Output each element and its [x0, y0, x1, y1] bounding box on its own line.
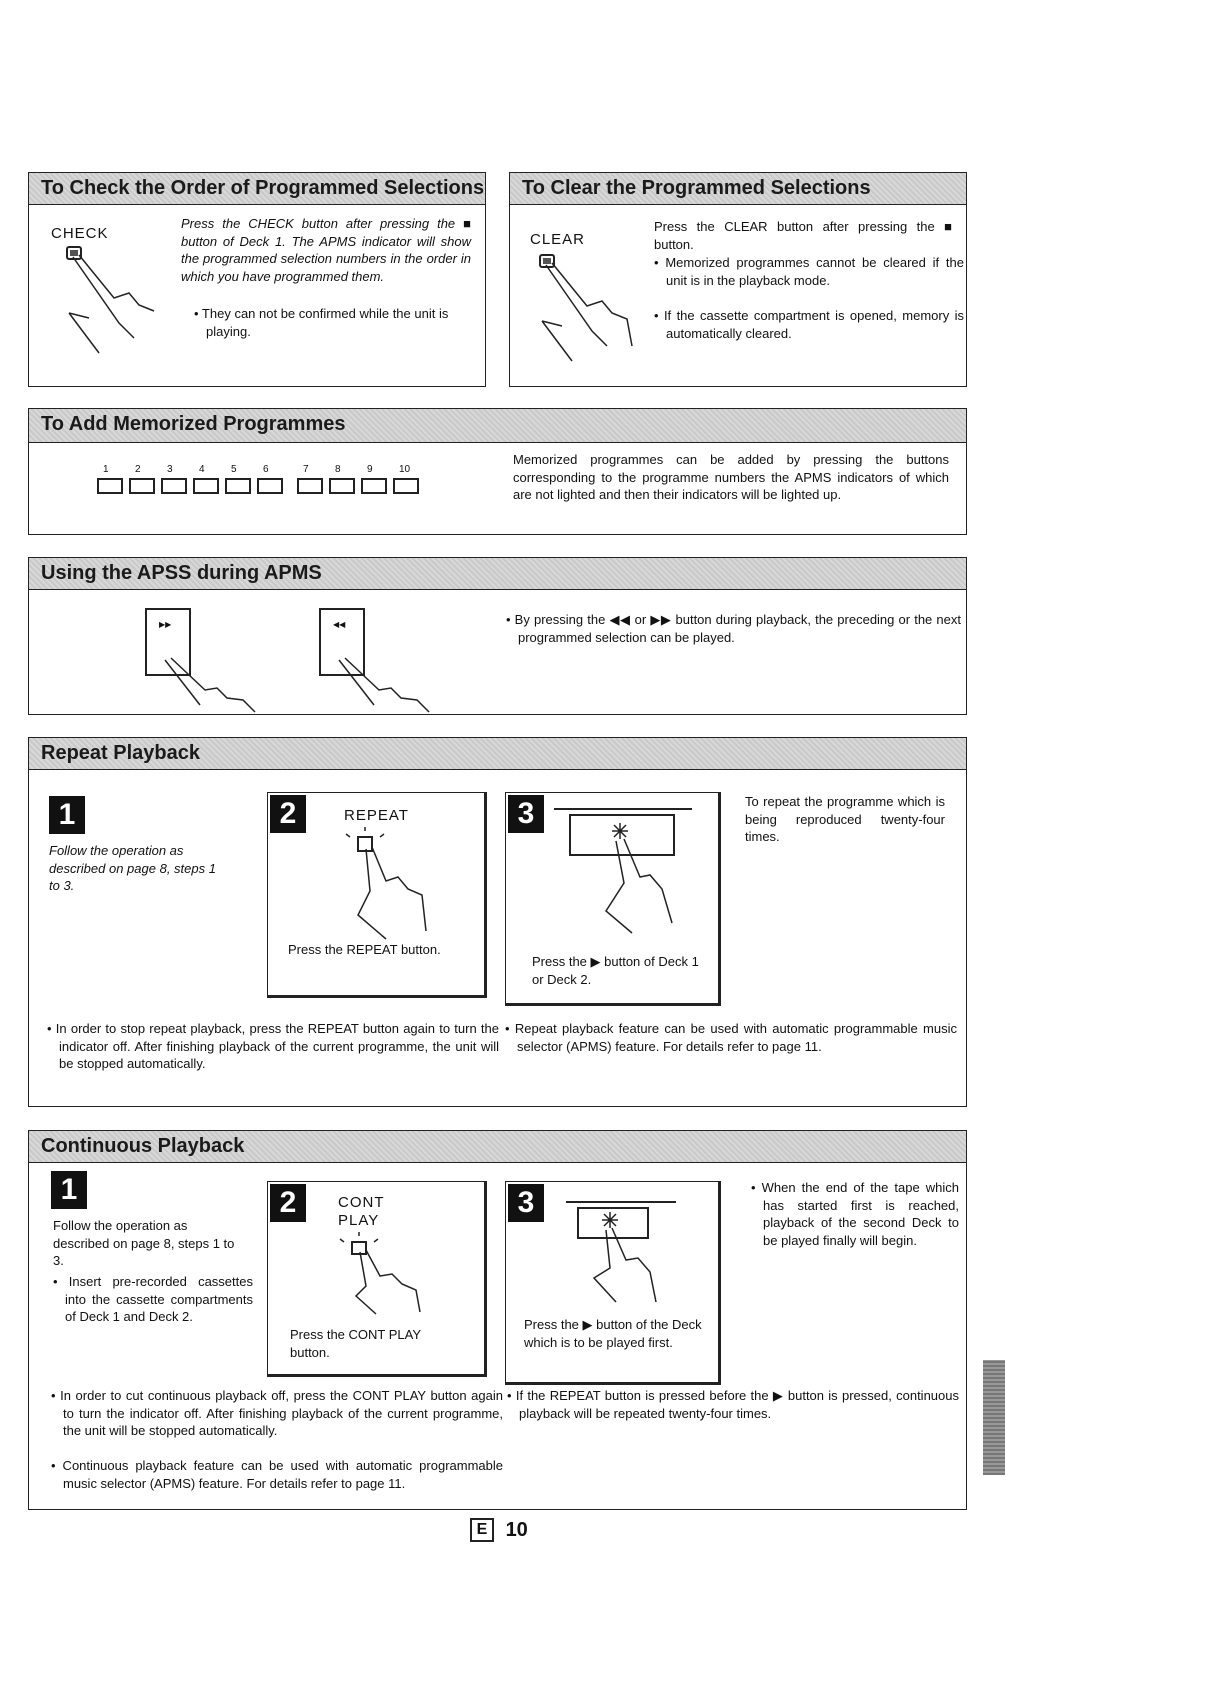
cont-note-left-2: • Continuous playback feature can be used with automatic programmable music selector (APMS) feature. For details refer to page 11. — [51, 1458, 503, 1491]
programme-number: 1 — [103, 464, 109, 475]
cont-play-label-1: CONT — [338, 1194, 385, 1211]
check-section — [28, 172, 486, 387]
repeat-step2-panel — [267, 792, 487, 998]
programme-button-icon — [161, 478, 187, 494]
programme-button-3[interactable] — [157, 464, 189, 504]
finger-press-icon — [346, 831, 446, 941]
programme-button-icon — [329, 478, 355, 494]
programme-button-icon — [193, 478, 219, 494]
check-bullet: • They can not be confirmed while the unit is playing. — [194, 306, 449, 339]
programme-number: 7 — [303, 464, 309, 475]
cont-play-label-2: PLAY — [338, 1212, 380, 1229]
check-section-title: To Check the Order of Programmed Selections — [29, 173, 485, 205]
step-number-1: 1 — [51, 1171, 87, 1209]
programme-number: 4 — [199, 464, 205, 475]
clear-bullet-1: • Memorized programmes cannot be cleared if the unit is in the playback mode. — [654, 255, 964, 288]
programme-button-5[interactable] — [221, 464, 253, 504]
programme-button-icon — [225, 478, 251, 494]
programme-number: 3 — [167, 464, 173, 475]
programme-number: 10 — [399, 464, 411, 475]
programme-number: 9 — [367, 464, 373, 475]
step-number-1: 1 — [49, 796, 85, 834]
language-badge: E — [470, 1518, 494, 1542]
repeat-step3-caption: Press the ▶ button of Deck 1 or Deck 2. — [532, 954, 699, 987]
clear-section — [509, 172, 967, 387]
page-footer — [470, 1518, 528, 1542]
cont-note-left-1: • In order to cut continuous playback off, press the CONT PLAY button again to turn the indicator off. After finishing playback of the current programme, the unit will be stopped automatically. — [51, 1388, 503, 1438]
fast-forward-icon: ▶▶ — [159, 620, 172, 629]
programme-button-9[interactable] — [357, 464, 389, 504]
programme-button-icon — [393, 478, 419, 494]
programme-button-icon — [361, 478, 387, 494]
programme-button-8[interactable] — [325, 464, 357, 504]
programme-button-10[interactable] — [389, 464, 421, 504]
clear-button-label: CLEAR — [530, 231, 586, 248]
repeat-step3-panel — [505, 792, 721, 1006]
programme-number-buttons — [93, 464, 453, 514]
programme-number: 5 — [231, 464, 237, 475]
step-number-3: 3 — [508, 795, 544, 833]
cont-step2-caption: Press the CONT PLAY button. — [290, 1327, 421, 1360]
page-number: 10 — [505, 1518, 528, 1541]
cont-note-right: • If the REPEAT button is pressed before the ▶ button is pressed, continuous playback will be repeated twenty-four times. — [507, 1388, 959, 1421]
clear-bullet-2: • If the cassette compartment is opened, memory is automatically cleared. — [654, 308, 964, 341]
programme-number: 8 — [335, 464, 341, 475]
cont-step3-panel — [505, 1181, 721, 1385]
deck-play-illustration — [566, 1198, 686, 1308]
programme-button-4[interactable] — [189, 464, 221, 504]
repeat-section-title: Repeat Playback — [29, 738, 966, 770]
step-number-2: 2 — [270, 795, 306, 833]
repeat-side-text: To repeat the programme which is being reproduced twenty-four times. — [745, 794, 945, 844]
programme-number: 6 — [263, 464, 269, 475]
step-number-2: 2 — [270, 1184, 306, 1222]
programme-button-icon — [97, 478, 123, 494]
cont-side-text: • When the end of the tape which has started first is reached, playback of the second Deck to be played finally will begin. — [751, 1180, 959, 1248]
finger-press-icon — [155, 650, 275, 710]
finger-press-icon — [340, 1236, 440, 1316]
clear-section-title: To Clear the Programmed Selections — [510, 173, 966, 205]
cont-section-title: Continuous Playback — [29, 1131, 966, 1163]
check-button-label: CHECK — [51, 225, 109, 242]
add-section-title: To Add Memorized Programmes — [29, 409, 966, 443]
cont-section — [28, 1130, 967, 1510]
add-section — [28, 408, 967, 535]
repeat-note-right: • Repeat playback feature can be used with automatic programmable music selector (APMS) feature. For details refer to page 11. — [505, 1021, 957, 1054]
deck-play-illustration — [554, 803, 694, 943]
programme-button-6[interactable] — [253, 464, 285, 504]
apss-section-title: Using the APSS during APMS — [29, 558, 966, 590]
side-tab-marker — [983, 1360, 1005, 1475]
apss-text: • By pressing the ◀◀ or ▶▶ button during playback, the preceding or the next programmed selection can be played. — [506, 612, 961, 645]
cont-step2-panel — [267, 1181, 487, 1377]
clear-text: Press the CLEAR button after pressing the ■ button. — [654, 219, 952, 252]
check-text: Press the CHECK button after pressing the ■ button of Deck 1. The APMS indicator will show the programmed selection numbers in the order in which you have programmed them. — [181, 216, 471, 284]
repeat-step2-caption: Press the REPEAT button. — [288, 942, 441, 957]
repeat-button-label: REPEAT — [344, 807, 409, 824]
programme-button-7[interactable] — [293, 464, 325, 504]
programme-button-icon — [129, 478, 155, 494]
add-text: Memorized programmes can be added by pressing the buttons corresponding to the programme numbers the APMS indicators of which are not lighted and then their indicators will be lighted up. — [513, 452, 949, 502]
repeat-section — [28, 737, 967, 1107]
programme-button-icon — [297, 478, 323, 494]
apss-section — [28, 557, 967, 715]
repeat-note-left: • In order to stop repeat playback, press the REPEAT button again to turn the indicator off. After finishing playback of the current programme, the unit will be stopped automatically. — [47, 1021, 499, 1071]
rewind-icon: ◀◀ — [333, 620, 346, 629]
repeat-step1-text: Follow the operation as described on page 8, steps 1 to 3. — [49, 843, 216, 893]
programme-button-2[interactable] — [125, 464, 157, 504]
programme-button-1[interactable] — [93, 464, 125, 504]
finger-press-icon — [59, 243, 179, 363]
finger-press-icon — [532, 251, 652, 371]
step-number-3: 3 — [508, 1184, 544, 1222]
cont-step3-caption: Press the ▶ button of the Deck which is to be played first. — [524, 1317, 702, 1350]
programme-button-icon — [257, 478, 283, 494]
finger-press-icon — [329, 650, 449, 710]
cont-step1-text: Follow the operation as described on page 8, steps 1 to 3. — [53, 1218, 235, 1268]
programme-number: 2 — [135, 464, 141, 475]
cont-step1-bullet: • Insert pre-recorded cassettes into the cassette compartments of Deck 1 and Deck 2. — [53, 1274, 253, 1324]
